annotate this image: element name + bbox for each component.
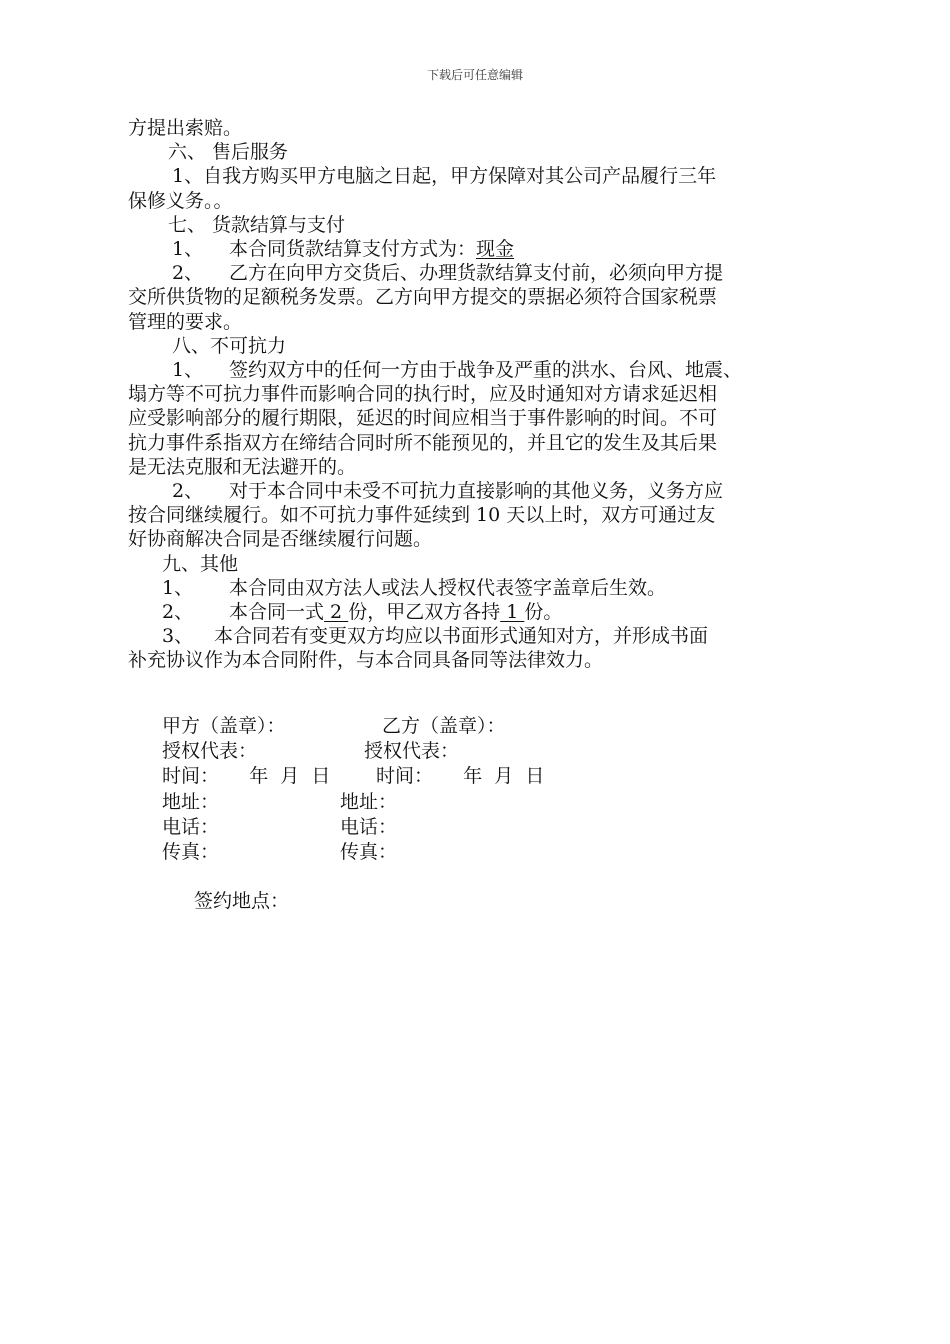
copies-each-value: 1 [500, 601, 525, 624]
party-b-fax: 传真： [340, 841, 398, 863]
page-header-note: 下载后可任意编辑 [426, 68, 523, 82]
party-a-fax: 传真： [162, 841, 220, 863]
section-8-item-1-line-1 [128, 358, 828, 382]
section-8-item-2-line-2: 按合同继续履行。如不可抗力事件延续到 10 天以上时，双方可通过友 [128, 504, 716, 527]
section-8-item-1-line-5: 是无法克服和无法避开的。 [128, 455, 357, 478]
section-8-item-1-text: 签约双方中的任何一方由于战争及严重的洪水、台风、地震、 [229, 359, 743, 382]
section-9-item-3-text: 本合同若有变更双方均应以书面形式通知对方，并形成书面 [214, 625, 709, 648]
party-b-time: 时间： 年 月 日 [376, 765, 545, 787]
section-9-title: 九、其他 [162, 552, 239, 575]
section-8-item-1-line-2: 塌方等不可抗力事件而影响合同的执行时，应及时通知对方请求延迟相 [128, 383, 718, 406]
section-9-item-1-text: 本合同由双方法人或法人授权代表签字盖章后生效。 [229, 576, 667, 599]
section-8-item-1-line-3: 应受影响部分的履行期限，延迟的时间应相当于事件影响的时间。不可 [128, 407, 718, 430]
section-7-item-2-line-1 [128, 261, 828, 285]
item-number: 3、 [162, 625, 194, 648]
section-7-title: 七、 货款结算与支付 [168, 213, 346, 236]
payment-method-label: 本合同货款结算支付方式为： [229, 238, 477, 261]
section-8-title: 八、不可抗力 [172, 334, 287, 357]
payment-method-value: 现金 [476, 238, 515, 261]
section-8-item-1-line-4: 抗力事件系指双方在缔结合同时所不能预见的，并且它的发生及其后果 [128, 431, 718, 454]
party-b-phone: 电话： [340, 816, 398, 838]
section-7-item-2-line-2: 交所供货物的足额税务发票。乙方向甲方提交的票据必须符合国家税票 [128, 286, 718, 309]
item-number: 2、 [172, 480, 204, 503]
signing-place: 签约地点： [194, 890, 290, 912]
section-8-item-2-line-3: 好协商解决合同是否继续履行问题。 [128, 528, 433, 551]
section-7-item-1 [128, 237, 828, 261]
section-8-item-2-text: 对于本合同中未受不可抗力直接影响的其他义务，义务方应 [229, 480, 724, 503]
section-6-item-1-line-2: 保修义务。。 [128, 189, 233, 212]
party-a-time: 时间： 年 月 日 [162, 765, 331, 787]
party-a-address: 地址： [162, 791, 220, 813]
party-b-seal: 乙方（盖章）： [382, 715, 506, 737]
party-b-address: 地址： [340, 791, 398, 813]
copies-total-value: 2 [324, 601, 349, 624]
item-number: 2、 [162, 601, 194, 624]
section-6-item-1-line-1: 1、自我方购买甲方电脑之日起，甲方保障对其公司产品履行三年 [172, 165, 717, 188]
section-7-item-2-text: 乙方在向甲方交货后、办理货款结算支付前，必须向甲方提 [229, 262, 724, 285]
copies-text-post: 份。 [524, 601, 563, 624]
section-9-item-1 [128, 576, 828, 600]
item-number: 1、 [162, 576, 194, 599]
party-b-representative: 授权代表： [364, 740, 460, 762]
copies-text-pre: 本合同一式 [229, 601, 325, 624]
item-number: 1、 [172, 359, 204, 382]
section-8-item-2-line-1 [128, 479, 828, 503]
party-a-representative: 授权代表： [162, 740, 258, 762]
paragraph-claim-end: 方提出索赔。 [128, 117, 243, 139]
section-6-title: 六、 售后服务 [168, 141, 289, 164]
party-a-seal: 甲方（盖章）： [162, 715, 286, 737]
section-9-item-2 [128, 600, 828, 624]
copies-text-mid: 份，甲乙双方各持 [348, 601, 501, 624]
section-7-item-2-line-3: 管理的要求。 [128, 310, 243, 333]
section-9-item-3-line-1 [128, 624, 828, 648]
party-a-phone: 电话： [162, 816, 220, 838]
section-9-item-3-line-2: 补充协议作为本合同附件，与本合同具备同等法律效力。 [128, 649, 604, 672]
item-number: 1、 [172, 238, 204, 261]
contract-body [128, 116, 828, 673]
item-number: 2、 [172, 262, 204, 285]
